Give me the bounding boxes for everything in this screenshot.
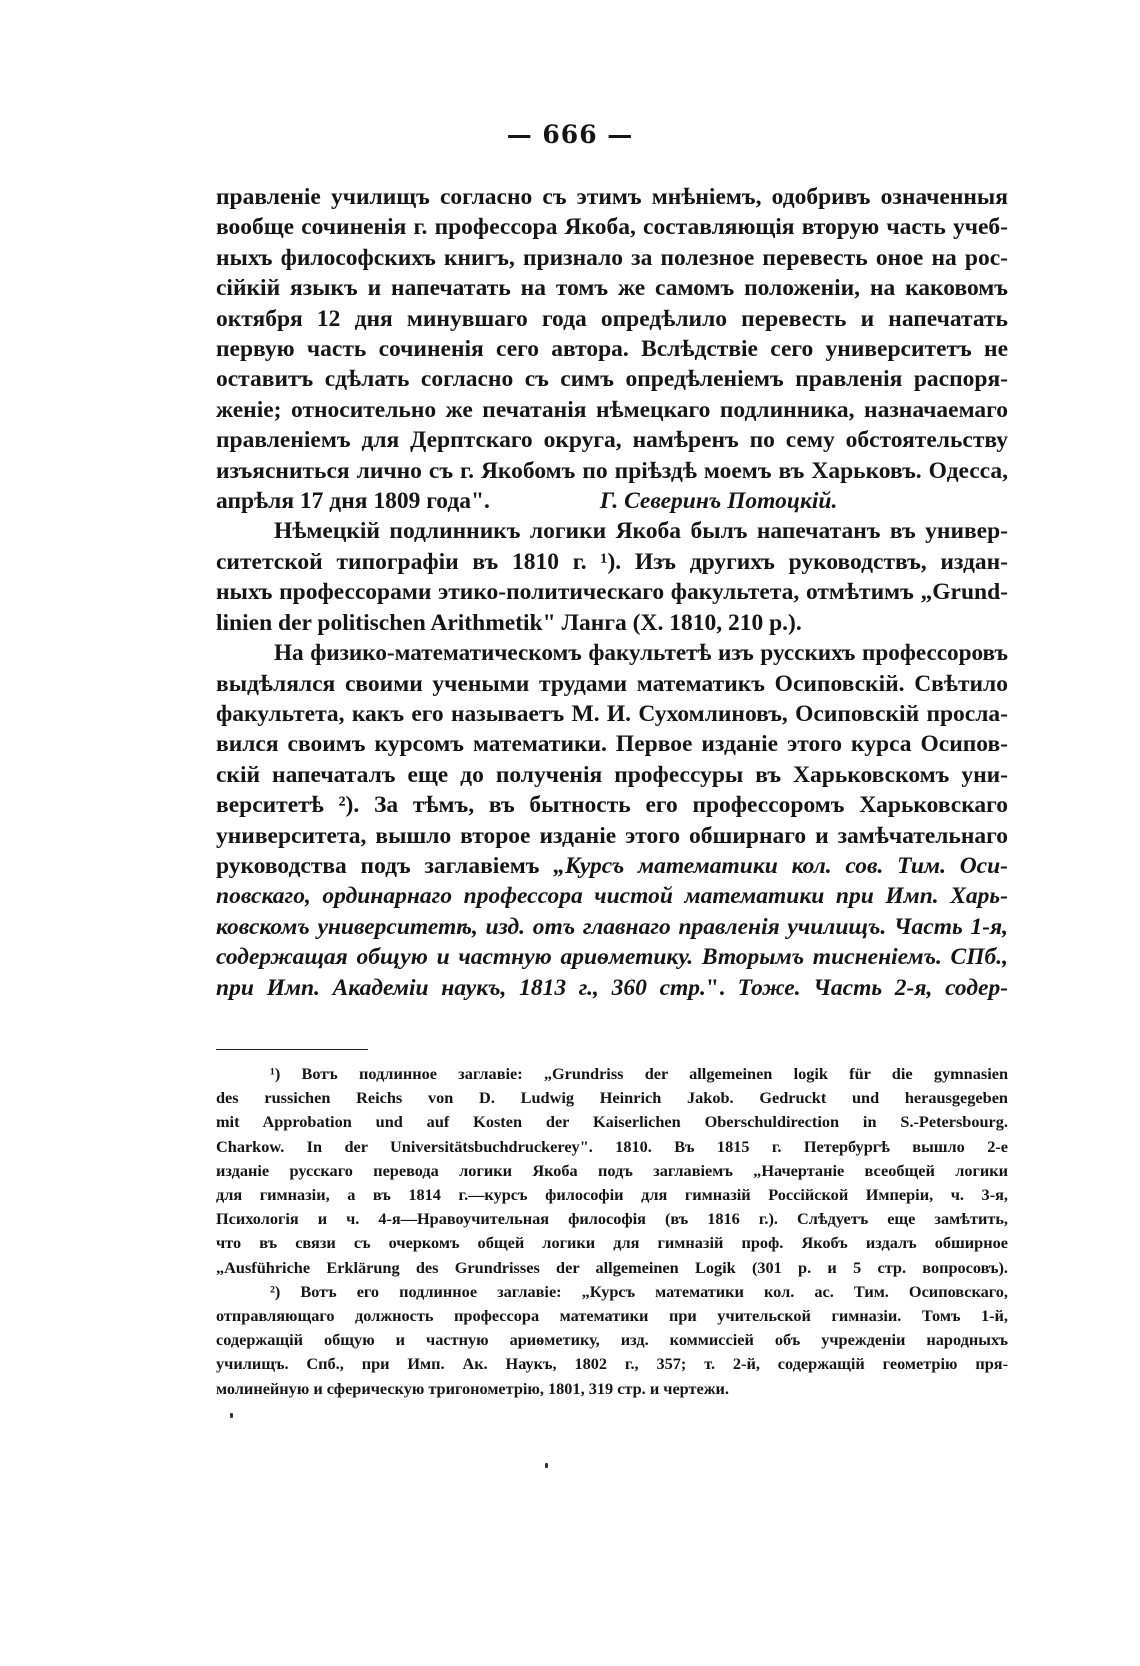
- footnote-line: „Ausführiche Erklärung des Grundrisses der allgemeinen Logik (301 р. и 5 стр. вопросовъ).: [216, 1257, 1008, 1277]
- text-line: университета, вышло второе изданіе этого обширнаго и замѣчательнаго: [216, 822, 1008, 849]
- text-italic: при Имп. Академіи наукъ, 1813 г., 360 стр.: [216, 974, 706, 1001]
- text-line: ныхъ философскихъ книгъ, признало за полезное перевесть оное на рос-: [216, 244, 1008, 271]
- text-line: правленіе училищъ согласно съ этимъ мнѣніемъ, одобривъ означенныя: [216, 184, 1008, 210]
- footnote-divider: [216, 1049, 368, 1050]
- footnote-line: ²) Вотъ его подлинное заглавіе: „Курсъ математики кол. ас. Тим. Осиповскаго,: [270, 1281, 1008, 1301]
- ink-speck: [545, 1463, 548, 1468]
- signature: Г. Северинъ Потоцкій.: [599, 488, 838, 515]
- text-line: изъясниться лично съ г. Якобомъ по пріѣздѣ моемъ въ Харьковъ. Одесса,: [216, 457, 1008, 484]
- footnote-line: молинейную и сферическую тригонометрію, 1801, 319 стр. и чертежи.: [216, 1378, 730, 1398]
- text-line: сійкій языкъ и напечатать на томъ же самомъ положеніи, на каковомъ: [216, 275, 1008, 302]
- footnote-line: Психологія и ч. 4-я—Нравоучительная философія (въ 1816 г.). Слѣдуетъ еще замѣтить,: [216, 1209, 1008, 1229]
- text-line: Нѣмецкій подлинникъ логики Якоба былъ напечатанъ въ универ-: [274, 518, 1008, 545]
- page-number: — 666 —: [506, 120, 634, 149]
- footnote-line: училищъ. Спб., при Имп. Ак. Наукъ, 1802 г., 357; т. 2-й, содержащій геометрію пря-: [216, 1354, 1008, 1374]
- footnote-line: содержащій общую и частную ариѳметику, изд. коммиссіей объ учрежденіи народныхъ: [216, 1330, 1008, 1350]
- footnote-line: изданіе русскаго перевода логики Якоба подъ заглавіемъ „Начертаніе всеобщей логики: [216, 1160, 1008, 1180]
- text-line: первую часть сочиненія сего автора. Вслѣдствіе сего университетъ не: [216, 336, 1008, 363]
- footnote-line: что въ связи съ очеркомъ общей логики для гимназій проф. Якобъ издалъ обширное: [216, 1233, 1008, 1253]
- text-line: [216, 881, 1008, 911]
- text-line: правленіемъ для Дерптскаго округа, намѣренъ по сему обстоятельству: [216, 427, 1008, 454]
- closing-line: [216, 486, 1008, 516]
- text-line: [216, 942, 1008, 972]
- text-line: [216, 973, 1008, 1003]
- text-line: оставитъ сдѣлать согласно съ симъ опредѣленіемъ правленія распоря-: [216, 366, 1008, 393]
- text-italic: содержащая общую и частную ариѳметику. Вторымъ тисненіемъ. СПб.,: [216, 944, 1008, 971]
- text-line: октября 12 дня минувшаго года опредѣлило перевесть и напечатать: [216, 305, 1008, 332]
- text-italic: повскаго, ординарнаго профессора чистой математики при Имп. Харь-: [216, 883, 1008, 910]
- footnotes: [216, 1062, 1008, 1401]
- text-line: [216, 851, 1008, 881]
- footnote-line: для гимназіи, а въ 1814 г.—курсъ философіи для гимназій Россійской Имперіи, ч. 3-я,: [216, 1185, 1008, 1205]
- text-line: верситетѣ ²). За тѣмъ, въ бытность его профессоромъ Харьковскаго: [216, 792, 1008, 819]
- text-line: вообще сочиненія г. профессора Якоба, составляющія вторую часть учеб-: [216, 214, 1008, 241]
- text-line: ситетской типографіи въ 1810 г. ¹). Изъ другихъ руководствъ, издан-: [216, 548, 1008, 575]
- main-text: [216, 182, 1008, 1003]
- text-italic: „Курсъ математики кол. сов. Тим. Оси-: [553, 852, 1009, 879]
- text-plain: ".: [705, 974, 738, 1001]
- footnote-line: ¹) Вотъ подлинное заглавіе: „Grundriss der allgemeinen logik für die gymnasien: [270, 1064, 1008, 1083]
- text-line: выдѣлялся своими учеными трудами математикъ Осиповскій. Свѣтило: [216, 670, 1008, 697]
- text-line: [216, 912, 1008, 942]
- text-line: скій напечаталъ еще до полученія профессуры въ Харьковскомъ уни-: [216, 761, 1008, 788]
- footnote-line: Charkow. In der Universitätsbuchdruckerey". 1810. Въ 1815 г. Петербургѣ вышло 2-е: [216, 1136, 1008, 1156]
- footnote-line: отправляющаго должность профессора математики при учительской гимназіи. Томъ 1-й,: [216, 1306, 1008, 1326]
- text-line: На физико-математическомъ факультетѣ изъ русскихъ профессоровъ: [274, 640, 1008, 667]
- text-plain: руководства подъ заглавіемъ: [216, 852, 554, 879]
- text-line: факультета, какъ его называетъ М. И. Сухомлиновъ, Осиповскій просла-: [216, 700, 1008, 727]
- footnote-line: des russichen Reichs von D. Ludwig Heinrich Jakob. Gedruckt und herausgegeben: [216, 1088, 1008, 1108]
- text-line: linien der politischen Arithmetik" Ланга (Х. 1810, 210 р.).: [216, 609, 802, 636]
- ink-speck: [230, 1413, 233, 1418]
- text-line: женіе; относительно же печатанія нѣмецкаго подлинника, назначаемаго: [216, 396, 1008, 423]
- text-line: вился своимъ курсомъ математики. Первое изданіе этого курса Осипов-: [216, 731, 1008, 758]
- text-italic: Тоже. Часть 2-я, содер-: [737, 974, 1009, 1001]
- closing-date: апрѣля 17 дня 1809 года".: [216, 488, 490, 515]
- footnote-line: mit Approbation und auf Kosten der Kaiserlichen Oberschuldirection in S.-Petersbourg.: [216, 1112, 1008, 1132]
- text-italic: ковскомъ университетѣ, изд. отъ главнаго правленія училищъ. Часть 1-я,: [216, 913, 1008, 940]
- text-line: ныхъ профессорами этико-политическаго факультета, отмѣтимъ „Grund-: [216, 579, 1008, 606]
